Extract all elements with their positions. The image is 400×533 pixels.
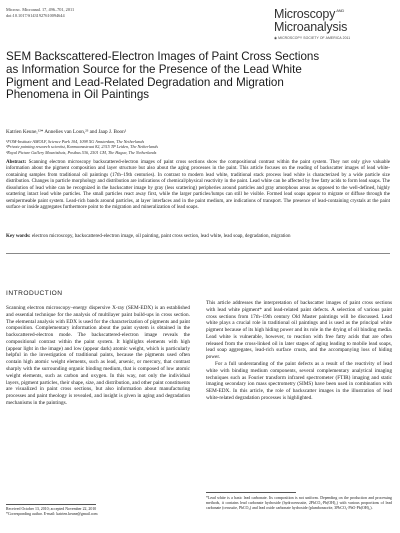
abstract	[6, 160, 390, 212]
section-divider	[6, 253, 390, 254]
abstract-label: Abstract:	[6, 160, 27, 165]
article-title: SEM Backscattered-Electron Images of Paint Cross Sections as Information Source for the Presence of the Lead White Pigment and Lead-Related Degradation and Migration Phenomena in Oil Paintings	[6, 50, 320, 102]
introduction-heading: INTRODUCTION	[6, 290, 63, 297]
right-paragraph-2: For a full understanding of the paint defects as a result of the reactivity of lead white with binding medium components, several complementary analytical imaging techniques such as Fourier transform infrared spectrometer (FTIR) imaging and static imaging secondary ion mass spectrometry (SIMS) have been used in combination with SEM-EDX. In this article, the role of backscatter images in the illustration of lead white-related degradation processes is highlighted.	[206, 361, 392, 401]
footnote-divider-right	[206, 492, 296, 493]
journal-reference	[6, 7, 156, 18]
introduction-left-column: Scanning electron microscopy–energy dispersive X-ray (SEM-EDX) is an established and essential technique for the analysis of multilayer paint build-ups in cross section. The elemental analysis with EDX is used for the characterization of pigments and paint composition. Complementary information about the paint system is obtained in the backscattered-electron mode. The backscattered-electron image reveals the compositional contrast within the paint system. It highlights elements with high (appear light in the image) and low (appear dark) atomic weight, which is particularly helpful in the investigation of traditional paints, because the pigments used often contain high atomic weight elements, such as lead, arsenic, or mercury, that contrast sharply with the surrounding organic binding medium, that is composed of low atomic weight elements, such as carbon and oxygen. In this way, not only the individual layers, pigment particles, their shape, size, and distribution, and other paint constituents are visualized in paint cross sections, but also information about manufacturing processes and paint theology is revealed, and insight is given in aging and degradation mechanisms in the paintings.	[6, 305, 190, 406]
logo-and: AND	[336, 8, 345, 13]
received-note	[6, 507, 190, 517]
received-dates: Received October 13, 2010; accepted November 22, 2010	[6, 507, 97, 511]
lead-white-footnote: *Lead white is a basic lead carbonate. Its composition is not uniform. Depending on the production and processing methods, it contains lead carbonate hydroxide (hydrocerussite, 2PbCO₃·Pb(OH)₂) with various proportions of lead carbonate (cerussite, PbCO₃) and lead oxide carbonate hydroxide (plumbonacrite, 3PbCO₃·PbO·Pb(OH)₂).	[206, 496, 392, 510]
society-line: ◉ MICROSCOPY SOCIETY OF AMERICA 2011	[274, 36, 351, 40]
affiliation-3: ³Royal Picture Gallery Mauritshuis, Postbus 536, 2501 CM, The Hague, The Netherlands	[6, 149, 157, 155]
keywords-label: Key words:	[6, 234, 31, 239]
logo-word-microscopy: Microscopy	[274, 7, 336, 21]
doi: doi:10.1017/S1431927610094644	[6, 12, 65, 18]
logo-word-microanalysis: Microanalysis	[274, 20, 348, 34]
introduction-right-column	[206, 300, 392, 402]
corresponding-author: *Corresponding author. E-mail: katrien.keune@gmail.com	[6, 511, 98, 516]
footnote-divider-left	[6, 504, 96, 505]
abstract-text: Scanning electron microscopy backscattered-electron images of paint cross sections show the compositional contrast within the paint system. They not only give valuable information about the pigment composition and layer structure but also about the aging processes in the paint. This article focuses on the reading of backscatter images of lead white-containing samples from traditional oil paintings (17th–19th centuries). In contrast to modern lead white, traditional stack process lead white is characterized by a wide particle size distribution. Changes in particle morphology and distribution are indications of chemical/physical reactivity in the paint. Lead white can be affected by free fatty acids to form lead soaps. The dissolution of lead white can be recognized in the backscatter image by gray (less scattering) peripheries around particles and gray amorphous areas as opposed to the well-defined, highly scattering intact lead white particles. The small particles react away first, while the larger particles/lumps can still be visible. Formed lead soaps appear to migrate or diffuse through the semipermeable paint system. Lead-rich bands around particles, at layer interfaces and in the paint medium, are indications of transport. The presence of lead-containing crystals at the paint surface or inside aggregates furthermore point to the migration and mineralization of lead soaps.	[6, 160, 390, 211]
affiliations	[6, 139, 386, 155]
keywords-text: electron microscopy, backscattered-electron image, oil painting, paint cross section, lead white, lead soap, degradation, migration	[31, 234, 291, 239]
keywords	[6, 234, 390, 240]
journal-citation: Microsc. Microanal. 17, 496–701, 2011	[6, 7, 75, 12]
right-paragraph-1: This article addresses the interpretation of backscatter images of paint cross sections with lead white pigment* and lead-related paint defects. A selection of various paint cross sections from 17th–19th century Old Master paintings will be discussed. Lead white plays a crucial role in traditional oil paintings and is used as the principal white pigment because of its high hiding power and its role in the drying of oil binding media. Lead white is vulnerable, however, to reaction with free fatty acids that are often released from the cross-linked oil in later stages of aging leading to mobile lead soaps, lead soap aggregates, lead-rich surface crusts, and the accompanying loss of hiding power.	[206, 300, 392, 361]
affiliation-2: ²Private painting research scientist, Karmaansstraat 82, 2315 TP Leiden, The Netherlands	[6, 144, 158, 150]
authors: Katrien Keune,¹²* Annelies van Loon,²³ and Jaap J. Boon¹	[6, 129, 127, 135]
affiliation-1: ¹FOM-Institute AMOLF, Science Park 104, 1098 XG Amsterdam, The Netherlands	[6, 139, 145, 144]
journal-logo	[274, 5, 386, 40]
